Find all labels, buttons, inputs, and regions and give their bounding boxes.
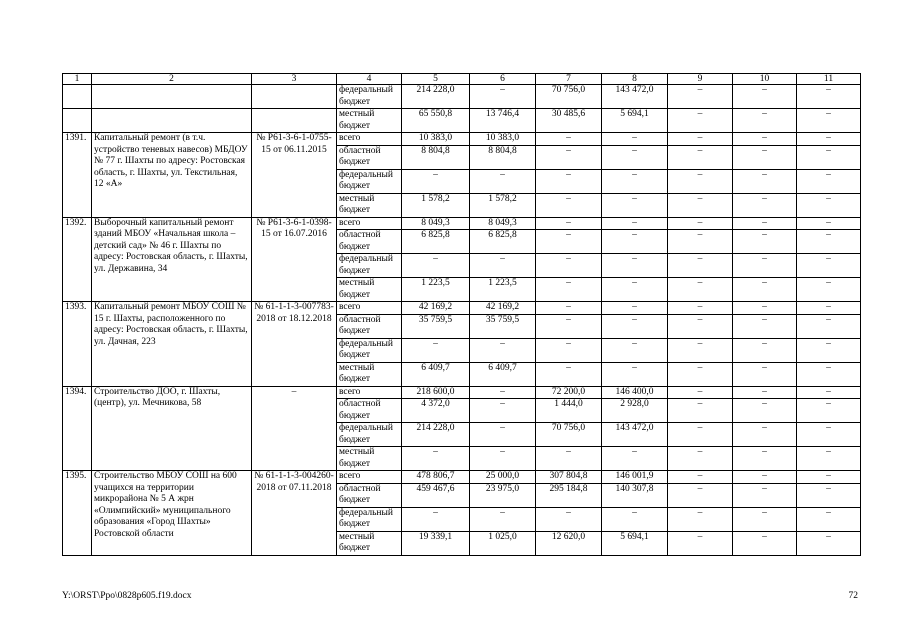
value-cell: 143 472,0 [602, 423, 668, 447]
value-cell: – [668, 230, 733, 254]
value-cell: – [668, 447, 733, 471]
value-cell: 35 759,5 [470, 314, 536, 338]
value-cell: – [668, 338, 733, 362]
blank-cell [252, 85, 337, 109]
value-cell: – [470, 169, 536, 193]
value-cell: – [733, 85, 797, 109]
value-cell: – [668, 133, 733, 146]
budget-type-cell: федеральный бюджет [337, 85, 402, 109]
value-cell: – [668, 85, 733, 109]
value-cell: – [470, 386, 536, 399]
value-cell: 140 307,8 [602, 483, 668, 507]
value-cell: – [733, 133, 797, 146]
value-cell: 65 550,8 [402, 109, 470, 133]
value-cell: – [733, 447, 797, 471]
value-cell: 12 620,0 [536, 531, 602, 555]
value-cell: – [797, 254, 861, 278]
value-cell: 8 049,3 [470, 217, 536, 230]
value-cell: 6 409,7 [402, 362, 470, 386]
value-cell: 143 472,0 [602, 85, 668, 109]
value-cell: – [733, 423, 797, 447]
value-cell: – [602, 133, 668, 146]
column-header: 6 [470, 74, 536, 85]
value-cell: – [536, 447, 602, 471]
value-cell: – [733, 278, 797, 302]
value-cell: – [797, 85, 861, 109]
table-row [63, 85, 861, 109]
budget-type-cell: федеральный бюджет [337, 254, 402, 278]
value-cell: – [668, 193, 733, 217]
value-cell: 146 400,0 [602, 386, 668, 399]
value-cell: – [402, 254, 470, 278]
value-cell: – [733, 531, 797, 555]
project-document: № 61-1-1-3-007783-2018 от 18.12.2018 [252, 302, 337, 387]
value-cell: 8 804,8 [470, 145, 536, 169]
column-header: 7 [536, 74, 602, 85]
project-number: 1393. [63, 302, 92, 387]
project-name: Капитальный ремонт (в т.ч. устройство теневых навесов) МБДОУ № 77 г. Шахты по адресу: Ростовская область, г. Шахты, ул. Текстильная, 12 «А» [92, 133, 252, 218]
project-name: Строительство ДОО, г. Шахты, (центр), ул. Мечникова, 58 [92, 386, 252, 471]
value-cell: – [536, 278, 602, 302]
value-cell: – [668, 471, 733, 484]
budget-type-cell: местный бюджет [337, 531, 402, 555]
value-cell: – [797, 278, 861, 302]
value-cell: 6 825,8 [470, 230, 536, 254]
budget-type-cell: местный бюджет [337, 362, 402, 386]
value-cell: 30 485,6 [536, 109, 602, 133]
value-cell: – [733, 507, 797, 531]
budget-type-cell: местный бюджет [337, 278, 402, 302]
value-cell: – [402, 338, 470, 362]
value-cell: – [668, 217, 733, 230]
value-cell: 42 169,2 [402, 302, 470, 315]
value-cell: 23 975,0 [470, 483, 536, 507]
value-cell: – [536, 145, 602, 169]
value-cell: – [402, 169, 470, 193]
value-cell: – [733, 483, 797, 507]
value-cell: – [733, 302, 797, 315]
blank-cell [92, 109, 252, 133]
budget-type-cell: федеральный бюджет [337, 423, 402, 447]
project-number: 1395. [63, 471, 92, 556]
value-cell: – [797, 230, 861, 254]
page-number: 72 [848, 591, 858, 601]
value-cell: – [668, 302, 733, 315]
value-cell: 5 694,1 [602, 109, 668, 133]
value-cell: – [797, 531, 861, 555]
value-cell: – [668, 314, 733, 338]
table-row [63, 133, 861, 146]
value-cell: – [602, 362, 668, 386]
value-cell: 35 759,5 [402, 314, 470, 338]
table-row [63, 302, 861, 315]
value-cell: – [797, 109, 861, 133]
value-cell: 307 804,8 [536, 471, 602, 484]
value-cell: – [668, 254, 733, 278]
value-cell: – [536, 507, 602, 531]
value-cell: – [602, 278, 668, 302]
value-cell: 5 694,1 [602, 531, 668, 555]
budget-table [62, 73, 861, 556]
value-cell: – [733, 169, 797, 193]
value-cell: 295 184,8 [536, 483, 602, 507]
value-cell: – [470, 338, 536, 362]
value-cell: – [602, 254, 668, 278]
value-cell: 1 578,2 [402, 193, 470, 217]
value-cell: – [797, 471, 861, 484]
footer-file-path: Y:\ORST\Ppo\0828p605.f19.docx [62, 591, 192, 601]
value-cell: – [797, 133, 861, 146]
project-number: 1392. [63, 217, 92, 302]
value-cell: – [602, 338, 668, 362]
value-cell: – [797, 145, 861, 169]
value-cell: – [797, 423, 861, 447]
value-cell: – [470, 447, 536, 471]
value-cell: – [602, 230, 668, 254]
project-name: Строительство МБОУ СОШ на 600 учащихся на территории микрорайона № 5 А жрн «Олимпийский» муниципального образования «Город Шахты» Ростовской области [92, 471, 252, 556]
budget-type-cell: всего [337, 302, 402, 315]
value-cell: – [536, 314, 602, 338]
value-cell: 19 339,1 [402, 531, 470, 555]
project-document: № Р61-3-6-1-0398-15 от 16.07.2016 [252, 217, 337, 302]
value-cell: – [797, 217, 861, 230]
value-cell: – [470, 507, 536, 531]
value-cell: 1 025,0 [470, 531, 536, 555]
value-cell: 70 756,0 [536, 423, 602, 447]
value-cell: 10 383,0 [402, 133, 470, 146]
value-cell: – [402, 507, 470, 531]
value-cell: – [797, 483, 861, 507]
value-cell: – [668, 386, 733, 399]
value-cell: – [668, 423, 733, 447]
value-cell: 2 928,0 [602, 399, 668, 423]
project-document: № 61-1-1-3-004260-2018 от 07.11.2018 [252, 471, 337, 556]
value-cell: – [602, 507, 668, 531]
table-body [63, 85, 861, 556]
value-cell: 13 746,4 [470, 109, 536, 133]
table-row [63, 471, 861, 484]
value-cell: – [733, 217, 797, 230]
budget-type-cell: областной бюджет [337, 145, 402, 169]
table-row [63, 386, 861, 399]
budget-type-cell: местный бюджет [337, 447, 402, 471]
value-cell: – [797, 362, 861, 386]
value-cell: 6 825,8 [402, 230, 470, 254]
column-header: 10 [733, 74, 797, 85]
value-cell: – [668, 109, 733, 133]
value-cell: – [668, 483, 733, 507]
value-cell: – [733, 193, 797, 217]
value-cell: – [536, 302, 602, 315]
budget-type-cell: всего [337, 217, 402, 230]
value-cell: – [536, 169, 602, 193]
value-cell: – [668, 531, 733, 555]
project-document: № Р61-3-6-1-0755-15 от 06.11.2015 [252, 133, 337, 218]
value-cell: – [602, 169, 668, 193]
budget-type-cell: всего [337, 471, 402, 484]
value-cell: 1 223,5 [402, 278, 470, 302]
value-cell: – [797, 507, 861, 531]
value-cell: 70 756,0 [536, 85, 602, 109]
column-header: 9 [668, 74, 733, 85]
value-cell: 6 409,7 [470, 362, 536, 386]
value-cell: – [602, 145, 668, 169]
budget-type-cell: всего [337, 386, 402, 399]
table-row [63, 109, 861, 133]
blank-cell [92, 85, 252, 109]
value-cell: – [797, 386, 861, 399]
column-header: 3 [252, 74, 337, 85]
value-cell: – [668, 399, 733, 423]
value-cell: 4 372,0 [402, 399, 470, 423]
value-cell: 8 804,8 [402, 145, 470, 169]
value-cell: – [797, 302, 861, 315]
value-cell: – [668, 145, 733, 169]
value-cell: 218 600,0 [402, 386, 470, 399]
value-cell: – [668, 362, 733, 386]
value-cell: 1 578,2 [470, 193, 536, 217]
value-cell: – [733, 314, 797, 338]
column-header: 5 [402, 74, 470, 85]
value-cell: 214 228,0 [402, 423, 470, 447]
column-header: 2 [92, 74, 252, 85]
value-cell: – [733, 254, 797, 278]
value-cell: – [602, 193, 668, 217]
value-cell: 459 467,6 [402, 483, 470, 507]
value-cell: – [402, 447, 470, 471]
value-cell: – [536, 362, 602, 386]
blank-cell [63, 109, 92, 133]
value-cell: 214 228,0 [402, 85, 470, 109]
column-header: 1 [63, 74, 92, 85]
value-cell: – [797, 169, 861, 193]
budget-type-cell: федеральный бюджет [337, 507, 402, 531]
value-cell: 478 806,7 [402, 471, 470, 484]
value-cell: – [602, 217, 668, 230]
project-name: Капитальный ремонт МБОУ СОШ № 15 г. Шахты, расположенного по адресу: Ростовская область, г. Шахты, ул. Дачная, 223 [92, 302, 252, 387]
value-cell: – [602, 314, 668, 338]
column-header: 4 [337, 74, 402, 85]
budget-type-cell: областной бюджет [337, 483, 402, 507]
value-cell: – [470, 399, 536, 423]
value-cell: – [536, 217, 602, 230]
project-number: 1394. [63, 386, 92, 471]
column-header: 8 [602, 74, 668, 85]
value-cell: – [536, 254, 602, 278]
value-cell: – [668, 507, 733, 531]
blank-cell [63, 85, 92, 109]
value-cell: 42 169,2 [470, 302, 536, 315]
value-cell: – [733, 145, 797, 169]
value-cell: 25 000,0 [470, 471, 536, 484]
value-cell: – [797, 338, 861, 362]
value-cell: – [797, 399, 861, 423]
value-cell: – [536, 133, 602, 146]
budget-type-cell: федеральный бюджет [337, 338, 402, 362]
value-cell: – [470, 85, 536, 109]
value-cell: – [668, 278, 733, 302]
value-cell: – [733, 399, 797, 423]
project-document: – [252, 386, 337, 471]
value-cell: 72 200,0 [536, 386, 602, 399]
value-cell: – [797, 193, 861, 217]
value-cell: – [733, 338, 797, 362]
budget-type-cell: областной бюджет [337, 399, 402, 423]
budget-type-cell: областной бюджет [337, 230, 402, 254]
budget-type-cell: федеральный бюджет [337, 169, 402, 193]
value-cell: – [602, 447, 668, 471]
budget-type-cell: местный бюджет [337, 193, 402, 217]
value-cell: 146 001,9 [602, 471, 668, 484]
value-cell: – [797, 314, 861, 338]
value-cell: – [733, 230, 797, 254]
column-header-row [63, 74, 861, 85]
value-cell: – [602, 302, 668, 315]
value-cell: 1 444,0 [536, 399, 602, 423]
value-cell: – [668, 169, 733, 193]
value-cell: – [536, 230, 602, 254]
value-cell: – [470, 254, 536, 278]
value-cell: – [733, 386, 797, 399]
value-cell: – [797, 447, 861, 471]
value-cell: – [470, 423, 536, 447]
value-cell: 10 383,0 [470, 133, 536, 146]
blank-cell [252, 109, 337, 133]
value-cell: – [733, 109, 797, 133]
project-number: 1391. [63, 133, 92, 218]
table-row [63, 217, 861, 230]
value-cell: – [536, 338, 602, 362]
value-cell: 8 049,3 [402, 217, 470, 230]
value-cell: – [733, 362, 797, 386]
budget-type-cell: местный бюджет [337, 109, 402, 133]
budget-type-cell: всего [337, 133, 402, 146]
value-cell: – [733, 471, 797, 484]
value-cell: – [536, 193, 602, 217]
column-header: 11 [797, 74, 861, 85]
budget-type-cell: областной бюджет [337, 314, 402, 338]
project-name: Выборочный капитальный ремонт зданий МБОУ «Начальная школа – детский сад» № 46 г. Шахты по адресу: Ростовская область, г. Шахты, ул. Державина, 34 [92, 217, 252, 302]
value-cell: 1 223,5 [470, 278, 536, 302]
